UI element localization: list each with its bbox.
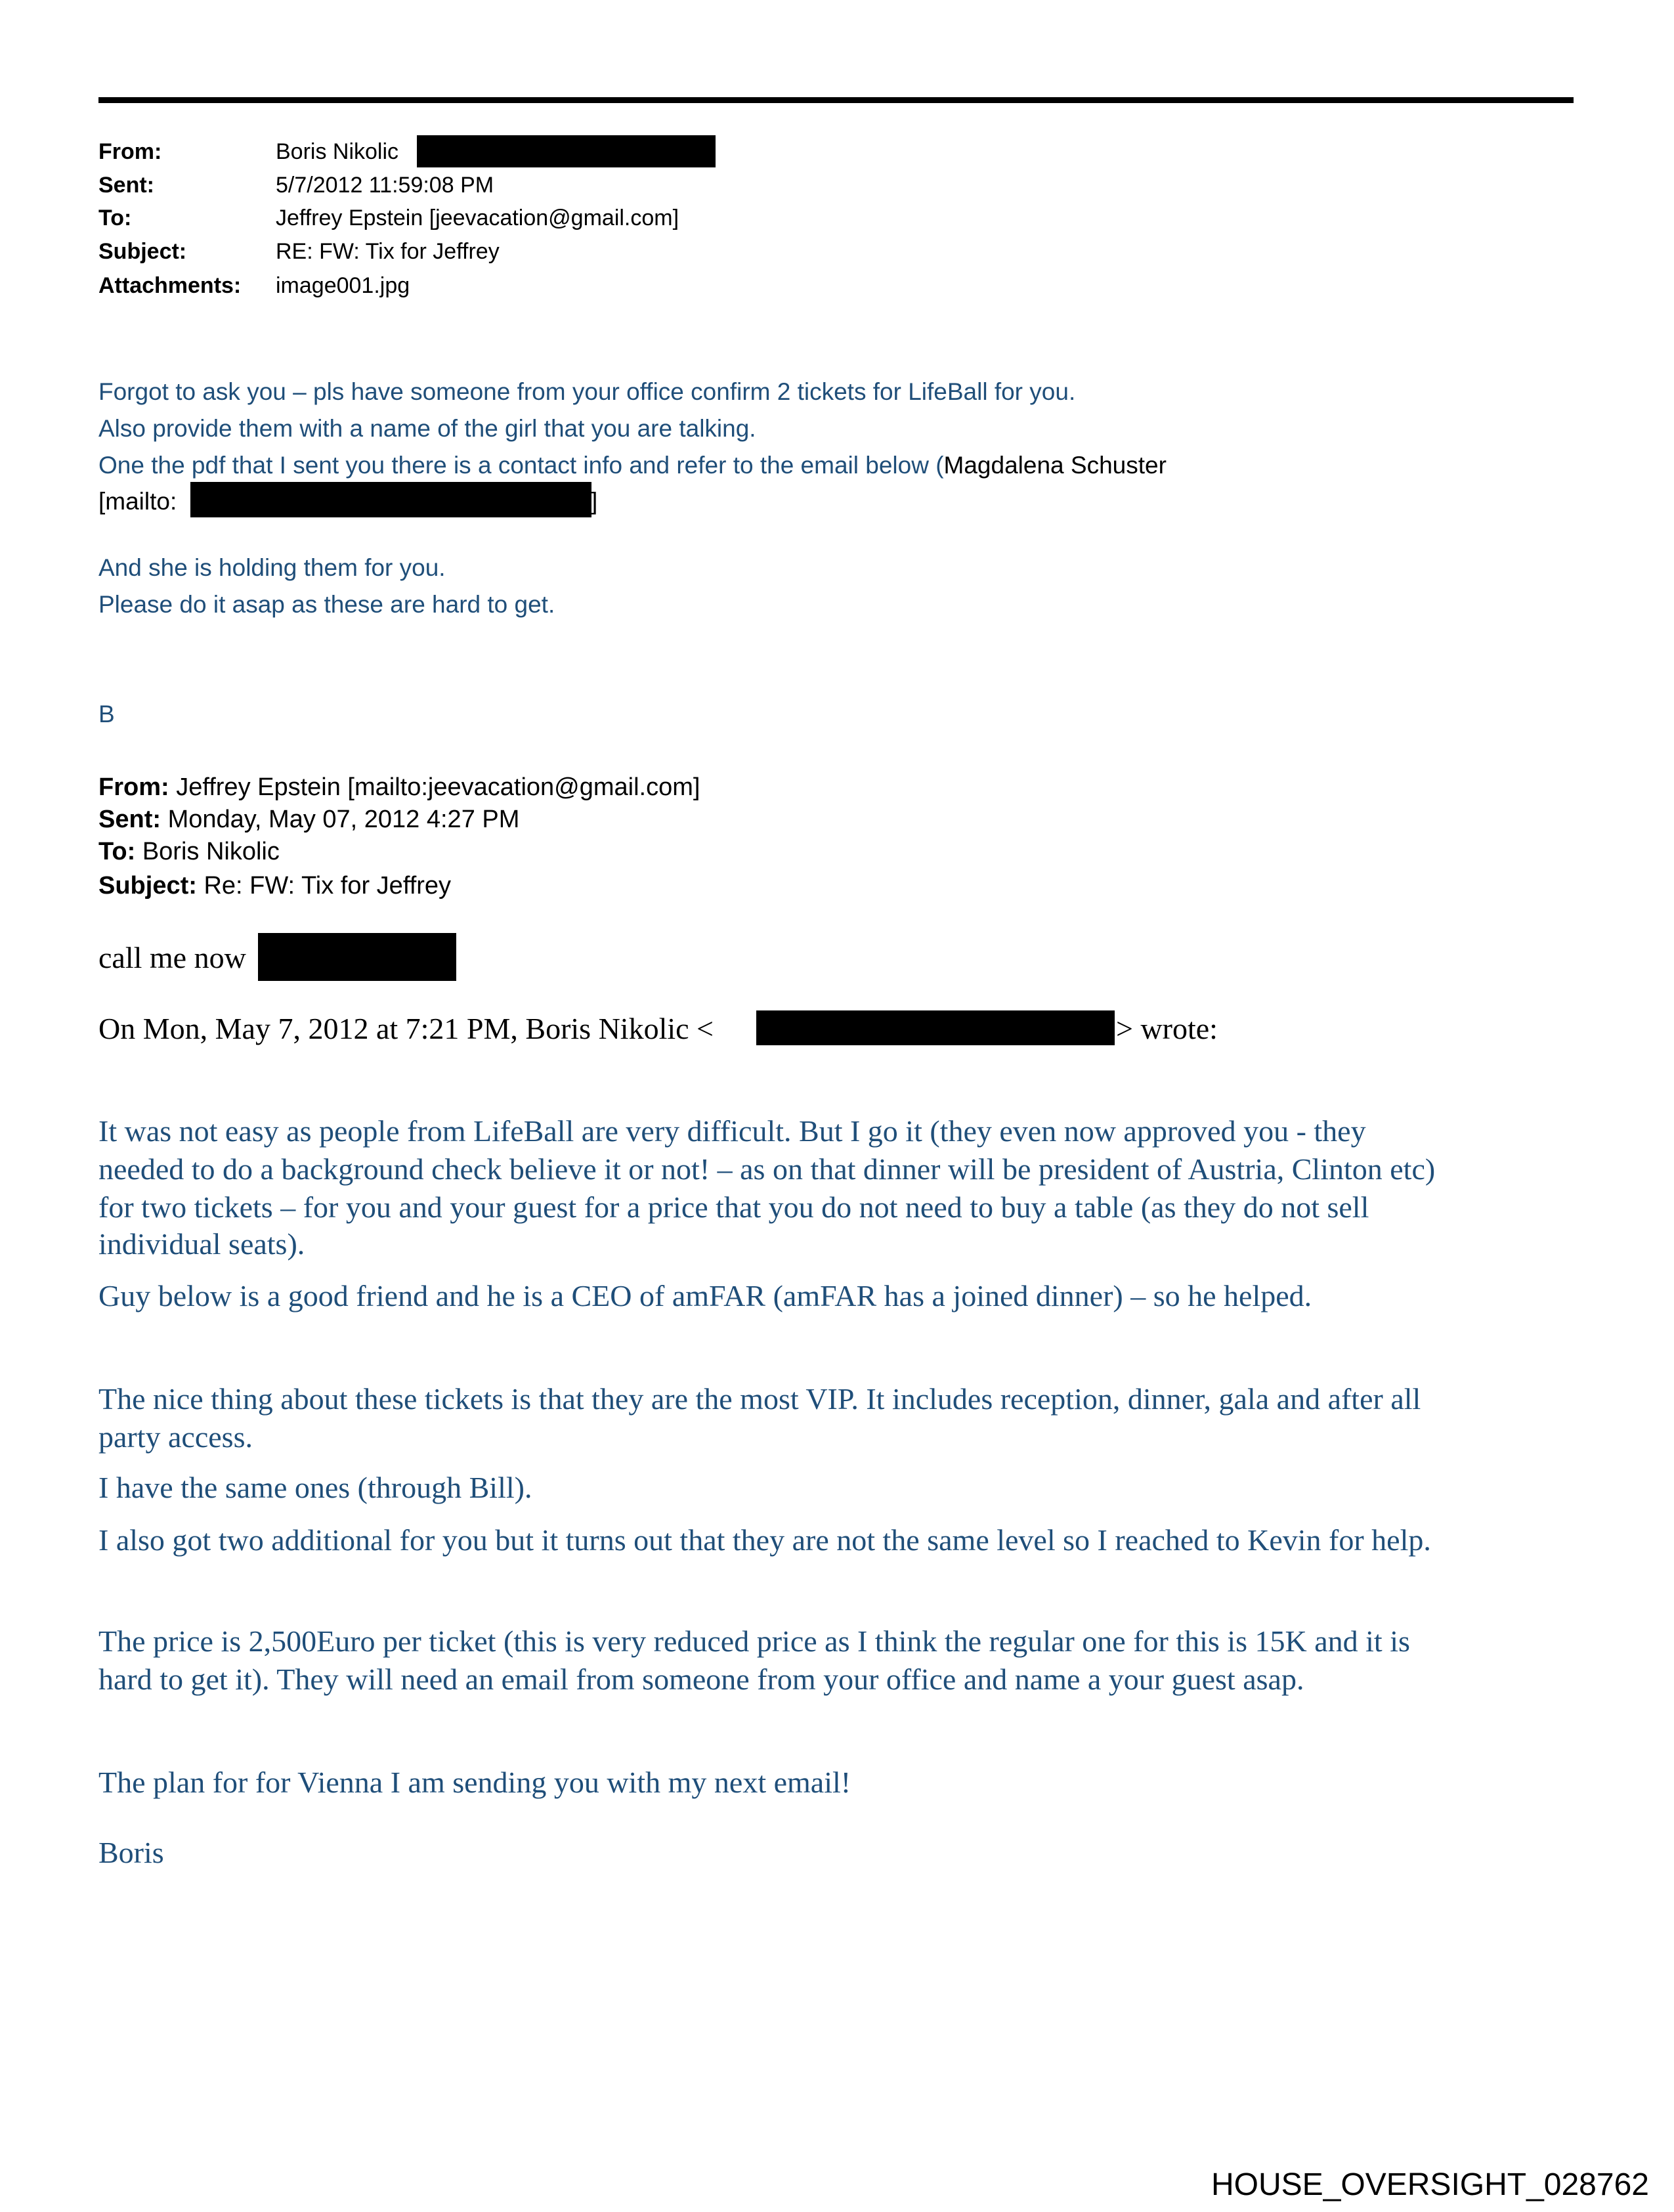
attribution-prefix: On Mon, May 7, 2012 at 7:21 PM, Boris Nikolic < <box>98 1012 714 1045</box>
attachments-label: Attachments: <box>98 273 242 298</box>
to-value: Jeffrey Epstein [jeevacation@gmail.com] <box>276 206 679 230</box>
reply-line: Forgot to ask you – pls have someone from your office confirm 2 tickets for LifeBall for you. <box>98 378 1076 405</box>
quoted-sent-row <box>98 807 519 832</box>
reply-line <box>98 453 1167 477</box>
quoted-to-label: To: <box>98 838 136 865</box>
body-line: for two tickets – for you and your guest for a price that you do not need to buy a table (as they do not sell <box>98 1190 1369 1224</box>
reply-line: Please do it asap as these are hard to get. <box>98 591 555 618</box>
redaction <box>190 482 591 517</box>
top-rule <box>98 97 1574 103</box>
mailto-suffix: ] <box>591 488 598 515</box>
sent-label: Sent: <box>98 173 154 198</box>
quoted-to-value: Boris Nikolic <box>142 838 280 865</box>
from-value: Boris Nikolic <box>276 139 399 164</box>
reply-line: Also provide them with a name of the girl that you are talking. <box>98 415 756 442</box>
body-line: individual seats). <box>98 1227 305 1261</box>
signature-initial: B <box>98 701 115 727</box>
attachments-value: image001.jpg <box>276 273 410 298</box>
body-line: hard to get it). They will need an email from someone from your office and name a your guest asap. <box>98 1662 1304 1696</box>
subject-value: RE: FW: Tix for Jeffrey <box>276 239 500 264</box>
body-line: The price is 2,500Euro per ticket (this is very reduced price as I think the regular one for this is 15K and it is <box>98 1624 1410 1658</box>
quoted-to-row <box>98 839 280 864</box>
quoted-subject-value: Re: FW: Tix for Jeffrey <box>204 872 452 900</box>
body-line: Guy below is a good friend and he is a CEO of amFAR (amFAR has a joined dinner) – so he helped. <box>98 1279 1312 1312</box>
mailto-prefix: [mailto: <box>98 488 177 515</box>
redaction <box>258 933 456 981</box>
to-label: To: <box>98 206 132 230</box>
reply-line: And she is holding them for you. <box>98 554 446 581</box>
quoted-subject-label: Subject: <box>98 872 197 900</box>
quoted-from-value: Jeffrey Epstein [mailto:jeevacation@gmail.com] <box>176 773 700 801</box>
attribution-suffix: > wrote: <box>1116 1012 1218 1045</box>
epstein-reply: call me now <box>98 941 246 974</box>
sent-value: 5/7/2012 11:59:08 PM <box>276 173 494 198</box>
body-line: The nice thing about these tickets is that they are the most VIP. It includes reception, dinner, gala and after all <box>98 1382 1421 1416</box>
body-line: The plan for for Vienna I am sending you with my next email! <box>98 1766 851 1799</box>
subject-label: Subject: <box>98 239 187 264</box>
signature: Boris <box>98 1836 164 1869</box>
body-line: I have the same ones (through Bill). <box>98 1471 532 1504</box>
contact-name: Magdalena Schuster <box>943 452 1167 479</box>
quoted-sent-value: Monday, May 07, 2012 4:27 PM <box>167 806 520 833</box>
body-line: needed to do a background check believe it or not! – as on that dinner will be president of Austria, Clinton etc) <box>98 1152 1436 1186</box>
body-line: party access. <box>98 1420 253 1454</box>
quoted-from-row <box>98 775 700 800</box>
quoted-sent-label: Sent: <box>98 806 161 833</box>
body-line: I also got two additional for you but it turns out that they are not the same level so I reached to Kevin for help. <box>98 1523 1431 1557</box>
quoted-from-label: From: <box>98 773 169 801</box>
from-label: From: <box>98 139 162 164</box>
quoted-subject-row <box>98 873 451 898</box>
body-line: It was not easy as people from LifeBall are very difficult. But I go it (they even now approved you - they <box>98 1114 1366 1148</box>
redaction <box>756 1010 1115 1045</box>
redaction <box>417 135 716 167</box>
bates-number: HOUSE_OVERSIGHT_028762 <box>1211 2167 1649 2202</box>
reply-line-text: One the pdf that I sent you there is a contact info and refer to the email below ( <box>98 452 944 479</box>
